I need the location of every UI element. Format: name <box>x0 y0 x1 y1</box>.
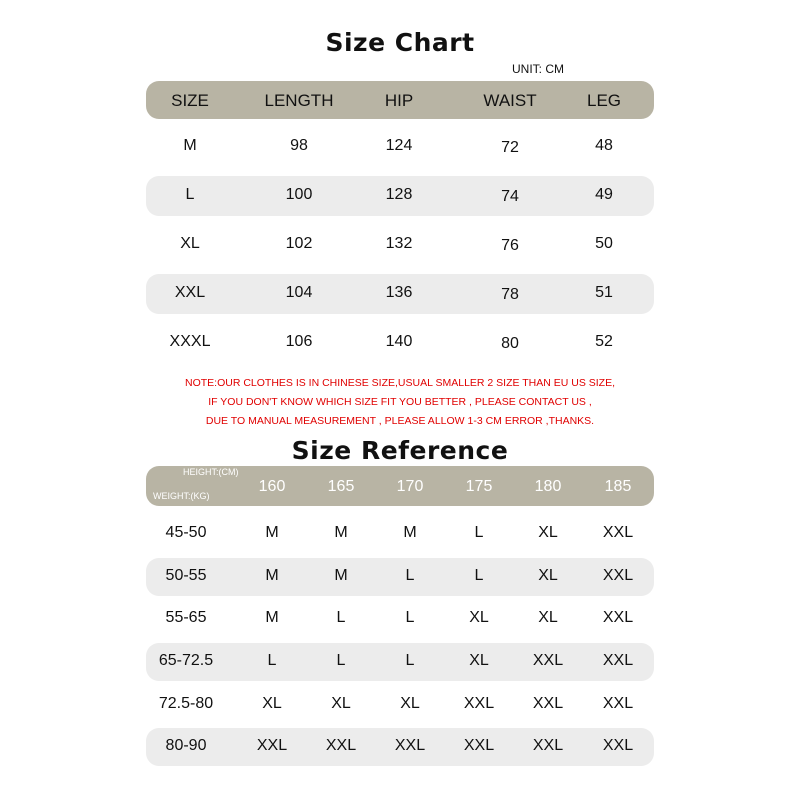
weight-axis-label: WEIGHT:(KG) <box>153 491 210 501</box>
size-reference-title: Size Reference <box>291 436 509 465</box>
size-note <box>0 374 800 431</box>
note-line: IF YOU DON'T KNOW WHICH SIZE FIT YOU BETTER , PLEASE CONTACT US , <box>208 396 592 408</box>
note-line: DUE TO MANUAL MEASUREMENT , PLEASE ALLOW 1-3 CM ERROR ,THANKS. <box>205 415 595 427</box>
size-reference-row-stripe <box>146 558 654 596</box>
size-reference-row-stripe <box>146 643 654 681</box>
height-axis-label: HEIGHT:(CM) <box>183 467 239 477</box>
unit-label: UNIT: CM <box>512 62 564 76</box>
size-chart-title: Size Chart <box>325 28 475 57</box>
note-line: NOTE:OUR CLOTHES IS IN CHINESE SIZE,USUAL SMALLER 2 SIZE THAN EU US SIZE, <box>184 377 615 389</box>
